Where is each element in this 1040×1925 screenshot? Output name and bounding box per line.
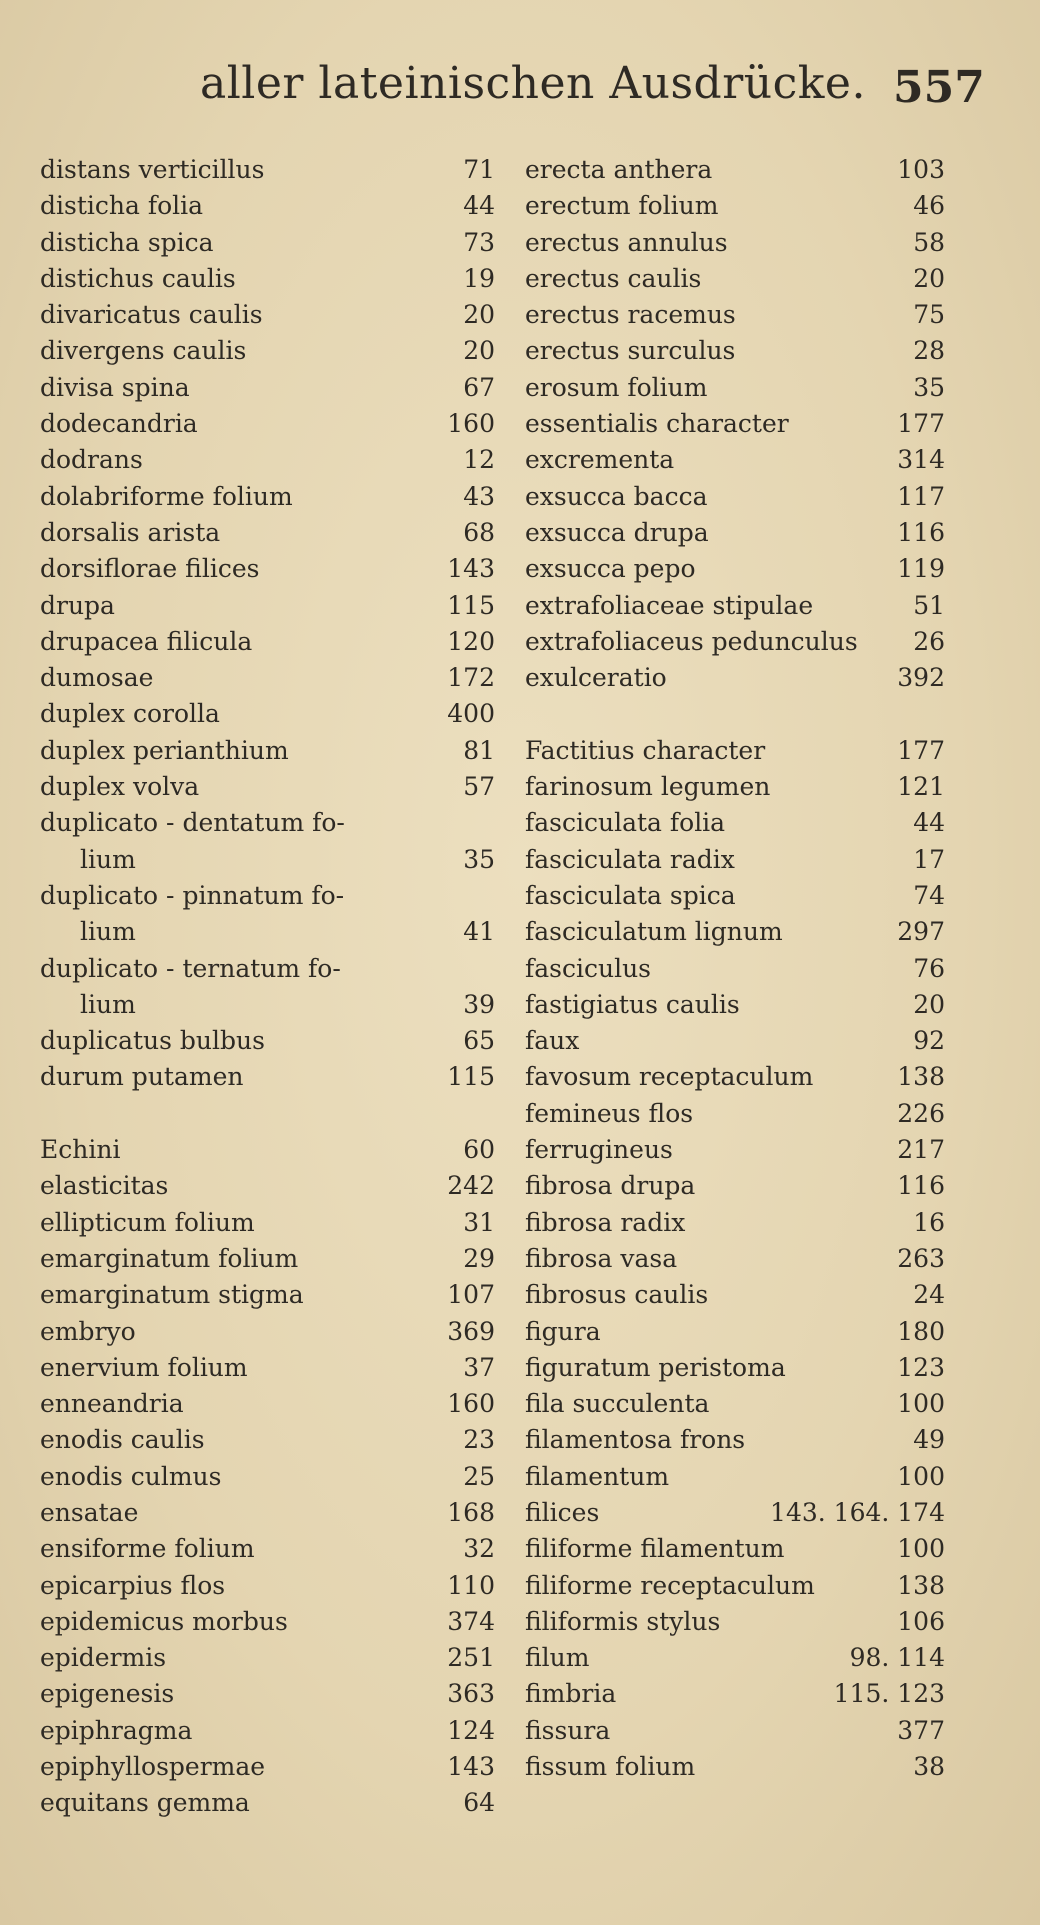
index-term: distichus caulis <box>40 263 236 293</box>
index-page-reference: 263 <box>897 1243 945 1273</box>
index-term: emarginatum folium <box>40 1243 299 1273</box>
index-page-reference: 60 <box>463 1135 495 1165</box>
index-entry <box>40 1785 495 1821</box>
index-term: fibrosa radix <box>525 1207 686 1237</box>
index-entry <box>525 987 945 1023</box>
index-page-reference: 119 <box>897 554 945 584</box>
index-entry <box>40 951 495 987</box>
index-page-reference: 103 <box>897 155 945 184</box>
index-page-reference: 106 <box>897 1606 945 1636</box>
index-page-reference: 17 <box>913 844 945 874</box>
index-page-reference: 31 <box>463 1207 495 1237</box>
index-term: ensatae <box>40 1497 139 1527</box>
index-entry <box>525 878 945 914</box>
index-page-reference: 24 <box>913 1280 945 1310</box>
index-entry <box>525 406 945 442</box>
index-entry <box>40 1205 495 1241</box>
index-entry <box>40 878 495 914</box>
index-page-reference: 43 <box>463 481 495 511</box>
index-page-reference: 400 <box>447 699 495 729</box>
index-term: dodecandria <box>40 409 198 439</box>
index-page-reference: 20 <box>913 263 945 293</box>
index-entry <box>40 261 495 297</box>
index-page-reference: 160 <box>447 409 495 439</box>
index-page-reference: 39 <box>463 989 495 1019</box>
index-term: extrafoliaceus pedunculus <box>525 626 858 656</box>
index-term: dumosae <box>40 663 154 693</box>
index-entry <box>40 987 495 1023</box>
running-title: aller lateinischen Ausdrücke. <box>200 58 866 109</box>
index-term: farinosum legumen <box>525 772 771 802</box>
index-term: filamentum <box>525 1461 670 1491</box>
index-term: erectum folium <box>525 191 719 221</box>
index-page-reference: 32 <box>463 1534 495 1564</box>
index-entry <box>40 842 495 878</box>
index-entry <box>525 1168 945 1204</box>
index-page-reference: 75 <box>913 300 945 330</box>
index-entry <box>525 1350 945 1386</box>
index-term: exsucca pepo <box>525 554 696 584</box>
index-entry <box>40 442 495 478</box>
index-term: fissura <box>525 1715 611 1745</box>
index-page-reference: 115 <box>447 1062 495 1092</box>
index-entry <box>525 1568 945 1604</box>
index-entry <box>40 624 495 660</box>
index-entry <box>40 1749 495 1785</box>
index-term: erosum folium <box>525 372 708 402</box>
index-page-reference: 116 <box>897 517 945 547</box>
index-page-reference: 35 <box>913 372 945 402</box>
index-page-reference: 71 <box>463 155 495 184</box>
index-term: disticha spica <box>40 227 214 257</box>
index-entry <box>525 1386 945 1422</box>
index-term: filiforme receptaculum <box>525 1570 815 1600</box>
index-term: epiphyllospermae <box>40 1752 266 1782</box>
index-page-reference: 41 <box>463 917 495 947</box>
index-term: duplicatus bulbus <box>40 1026 265 1056</box>
index-entry <box>40 1676 495 1712</box>
index-term: dolabriforme folium <box>40 481 293 511</box>
index-term: extrafoliaceae stipulae <box>525 590 814 620</box>
index-term: ensiforme folium <box>40 1534 255 1564</box>
index-entry <box>525 1023 945 1059</box>
index-entry <box>40 1531 495 1567</box>
index-entry <box>525 1604 945 1640</box>
index-term: fasciculus <box>525 953 652 983</box>
index-page-reference: 138 <box>897 1062 945 1092</box>
index-entry <box>525 551 945 587</box>
index-term: lium <box>80 989 136 1019</box>
index-term: epicarpius flos <box>40 1570 226 1600</box>
index-entry <box>525 1241 945 1277</box>
index-term: epidermis <box>40 1643 167 1673</box>
index-page-reference: 28 <box>913 336 945 366</box>
index-entry <box>525 225 945 261</box>
index-term: filices <box>525 1497 600 1527</box>
index-page-reference: 57 <box>463 772 495 802</box>
index-entry <box>40 1459 495 1495</box>
index-term: divergens caulis <box>40 336 247 366</box>
index-entry <box>40 152 495 188</box>
index-page-reference: 20 <box>913 989 945 1019</box>
index-entry <box>40 1713 495 1749</box>
index-page-reference: 143 <box>447 1752 495 1782</box>
index-entry <box>40 1604 495 1640</box>
index-term: fibrosus caulis <box>525 1280 709 1310</box>
index-page-reference: 19 <box>463 263 495 293</box>
index-page-reference: 124 <box>447 1715 495 1745</box>
index-page-reference: 67 <box>463 372 495 402</box>
index-entry <box>525 1205 945 1241</box>
index-entry <box>525 333 945 369</box>
index-entry <box>525 1132 945 1168</box>
index-page-reference: 180 <box>897 1316 945 1346</box>
index-term: filiformis stylus <box>525 1606 721 1636</box>
index-page-reference: 74 <box>913 880 945 910</box>
index-page-reference: 143. 164. 174 <box>770 1497 945 1527</box>
index-page-reference: 76 <box>913 953 945 983</box>
index-entry <box>525 588 945 624</box>
index-entry <box>525 1749 945 1785</box>
index-page-reference: 100 <box>897 1461 945 1491</box>
index-entry <box>525 152 945 188</box>
index-entry <box>40 479 495 515</box>
index-page-reference: 68 <box>463 517 495 547</box>
index-entry <box>525 479 945 515</box>
index-page-reference: 44 <box>913 808 945 838</box>
index-term: enneandria <box>40 1389 184 1419</box>
index-term: duplicato - ternatum fo- <box>40 953 341 983</box>
index-page-reference: 121 <box>897 772 945 802</box>
index-entry <box>40 1386 495 1422</box>
index-term: disticha folia <box>40 191 204 221</box>
index-page-reference: 123 <box>897 1352 945 1382</box>
index-entry <box>40 733 495 769</box>
index-column-left <box>40 152 495 1822</box>
index-entry <box>525 1314 945 1350</box>
index-term: ellipticum folium <box>40 1207 255 1237</box>
index-page-reference: 363 <box>447 1679 495 1709</box>
index-column-right <box>525 152 945 1785</box>
index-term: fasciculata folia <box>525 808 726 838</box>
index-entry <box>40 1568 495 1604</box>
index-page-reference: 64 <box>463 1788 495 1818</box>
index-term: essentialis character <box>525 409 789 439</box>
index-entry <box>525 1531 945 1567</box>
index-term: Echini <box>40 1135 121 1165</box>
index-entry <box>40 1422 495 1458</box>
index-entry <box>40 297 495 333</box>
index-entry <box>40 1096 495 1132</box>
index-entry <box>40 406 495 442</box>
index-entry <box>525 1059 945 1095</box>
index-page-reference: 65 <box>463 1026 495 1056</box>
index-term: favosum receptaculum <box>525 1062 814 1092</box>
index-page-reference: 369 <box>447 1316 495 1346</box>
index-term: drupa <box>40 590 115 620</box>
index-page-reference: 160 <box>447 1389 495 1419</box>
index-page-reference: 20 <box>463 300 495 330</box>
index-page-reference: 120 <box>447 626 495 656</box>
index-entry <box>525 842 945 878</box>
index-entry <box>525 733 945 769</box>
index-term: duplicato - pinnatum fo- <box>40 880 345 910</box>
index-page-reference: 177 <box>897 409 945 439</box>
page-header <box>0 52 1040 122</box>
index-term: Factitius character <box>525 735 766 765</box>
index-page-reference: 100 <box>897 1389 945 1419</box>
index-entry <box>40 1023 495 1059</box>
index-entry <box>40 660 495 696</box>
index-term: equitans gemma <box>40 1788 250 1818</box>
index-term: enodis culmus <box>40 1461 222 1491</box>
index-entry <box>525 660 945 696</box>
index-entry <box>525 1713 945 1749</box>
index-term: erecta anthera <box>525 155 713 184</box>
index-term: epidemicus morbus <box>40 1606 288 1636</box>
index-term: filamentosa frons <box>525 1425 746 1455</box>
index-page-reference: 226 <box>897 1098 945 1128</box>
index-page-reference: 116 <box>897 1171 945 1201</box>
index-page-reference: 44 <box>463 191 495 221</box>
index-term: fasciculata spica <box>525 880 736 910</box>
index-entry <box>525 1676 945 1712</box>
index-term: erectus surculus <box>525 336 736 366</box>
index-page-reference: 177 <box>897 735 945 765</box>
index-term: enervium folium <box>40 1352 248 1382</box>
index-term: figuratum peristoma <box>525 1352 786 1382</box>
index-page-reference: 35 <box>463 844 495 874</box>
index-term: fibrosa vasa <box>525 1243 678 1273</box>
index-page-reference: 20 <box>463 336 495 366</box>
index-page-reference: 138 <box>897 1570 945 1600</box>
index-page-reference: 100 <box>897 1534 945 1564</box>
index-term: lium <box>80 844 136 874</box>
index-term: fissum folium <box>525 1752 696 1782</box>
index-page-reference: 242 <box>447 1171 495 1201</box>
index-entry <box>525 1422 945 1458</box>
index-page-reference: 81 <box>463 735 495 765</box>
index-entry <box>525 696 945 732</box>
index-page-reference: 172 <box>447 663 495 693</box>
index-entry <box>40 805 495 841</box>
index-term: duplex perianthium <box>40 735 289 765</box>
index-page-reference: 25 <box>463 1461 495 1491</box>
index-page-reference: 51 <box>913 590 945 620</box>
index-page-reference: 98. 114 <box>849 1643 945 1673</box>
index-page-reference: 377 <box>897 1715 945 1745</box>
index-term: excrementa <box>525 445 675 475</box>
index-page-reference: 38 <box>913 1752 945 1782</box>
index-page-reference: 251 <box>447 1643 495 1673</box>
index-page-reference: 23 <box>463 1425 495 1455</box>
index-entry <box>525 769 945 805</box>
index-term: filum <box>525 1643 590 1673</box>
index-entry <box>40 333 495 369</box>
index-term: exsucca bacca <box>525 481 708 511</box>
index-entry <box>525 914 945 950</box>
index-term: figura <box>525 1316 601 1346</box>
index-term: dorsalis arista <box>40 517 221 547</box>
index-term: divisa spina <box>40 372 190 402</box>
page-number: 557 <box>893 62 985 113</box>
index-term: erectus annulus <box>525 227 728 257</box>
index-page-reference: 92 <box>913 1026 945 1056</box>
index-entry <box>40 225 495 261</box>
index-term: elasticitas <box>40 1171 169 1201</box>
index-entry <box>40 769 495 805</box>
index-page-reference: 143 <box>447 554 495 584</box>
index-entry <box>40 1132 495 1168</box>
index-term: fastigiatus caulis <box>525 989 740 1019</box>
index-entry <box>525 515 945 551</box>
index-entry <box>525 805 945 841</box>
index-entry <box>40 1640 495 1676</box>
index-term: erectus caulis <box>525 263 702 293</box>
index-entry <box>525 261 945 297</box>
index-page-reference: 49 <box>913 1425 945 1455</box>
index-term: exulceratio <box>525 663 667 693</box>
index-page-reference: 37 <box>463 1352 495 1382</box>
index-term: enodis caulis <box>40 1425 205 1455</box>
index-page-reference: 115. 123 <box>833 1679 945 1709</box>
index-entry <box>525 1640 945 1676</box>
index-term: embryo <box>40 1316 136 1346</box>
index-entry <box>40 1495 495 1531</box>
index-entry <box>525 297 945 333</box>
index-entry <box>525 624 945 660</box>
index-entry <box>40 188 495 224</box>
index-term: fila succulenta <box>525 1389 710 1419</box>
index-page-reference: 26 <box>913 626 945 656</box>
index-term: divaricatus caulis <box>40 300 263 330</box>
index-page-reference: 117 <box>897 481 945 511</box>
index-page-reference: 115 <box>447 590 495 620</box>
index-term: dorsiflorae filices <box>40 554 260 584</box>
index-page-reference: 374 <box>447 1606 495 1636</box>
index-entry <box>40 1277 495 1313</box>
index-entry <box>525 1096 945 1132</box>
index-entry <box>525 1277 945 1313</box>
index-term: fasciculatum lignum <box>525 917 783 947</box>
index-term: duplicato - dentatum fo- <box>40 808 345 838</box>
index-entry <box>525 188 945 224</box>
index-term: femineus flos <box>525 1098 694 1128</box>
index-entry <box>40 370 495 406</box>
index-entry <box>40 1350 495 1386</box>
index-term: emarginatum stigma <box>40 1280 304 1310</box>
index-term: fasciculata radix <box>525 844 735 874</box>
index-entry <box>525 370 945 406</box>
index-page-reference: 12 <box>463 445 495 475</box>
index-page-reference: 58 <box>913 227 945 257</box>
index-term: durum putamen <box>40 1062 244 1092</box>
index-entry <box>40 1059 495 1095</box>
index-entry <box>525 1495 945 1531</box>
index-entry <box>525 1459 945 1495</box>
index-term: lium <box>80 917 136 947</box>
index-page-reference: 16 <box>913 1207 945 1237</box>
index-term: exsucca drupa <box>525 517 709 547</box>
index-entry <box>525 442 945 478</box>
index-page-reference: 297 <box>897 917 945 947</box>
index-entry <box>40 914 495 950</box>
index-page-reference: 168 <box>447 1497 495 1527</box>
index-page-reference: 217 <box>897 1135 945 1165</box>
index-term: epigenesis <box>40 1679 175 1709</box>
index-entry <box>40 1314 495 1350</box>
index-page-reference: 392 <box>897 663 945 693</box>
index-term: drupacea filicula <box>40 626 253 656</box>
index-entry <box>40 515 495 551</box>
index-page-reference: 46 <box>913 191 945 221</box>
index-term: filiforme filamentum <box>525 1534 785 1564</box>
index-term: distans verticillus <box>40 155 265 184</box>
index-entry <box>40 1241 495 1277</box>
index-term: duplex corolla <box>40 699 220 729</box>
index-page-reference: 314 <box>897 445 945 475</box>
index-term: fibrosa drupa <box>525 1171 696 1201</box>
index-entry <box>40 551 495 587</box>
index-page-reference: 73 <box>463 227 495 257</box>
index-page-reference: 29 <box>463 1243 495 1273</box>
index-entry <box>40 1168 495 1204</box>
index-term: ferrugineus <box>525 1135 673 1165</box>
index-term: faux <box>525 1026 580 1056</box>
index-page-reference: 107 <box>447 1280 495 1310</box>
index-term: epiphragma <box>40 1715 193 1745</box>
index-entry <box>40 588 495 624</box>
index-term: fimbria <box>525 1679 617 1709</box>
index-term: dodrans <box>40 445 143 475</box>
index-entry <box>40 696 495 732</box>
index-term: duplex volva <box>40 772 200 802</box>
index-entry <box>525 951 945 987</box>
index-term: erectus racemus <box>525 300 736 330</box>
index-page-reference: 110 <box>447 1570 495 1600</box>
